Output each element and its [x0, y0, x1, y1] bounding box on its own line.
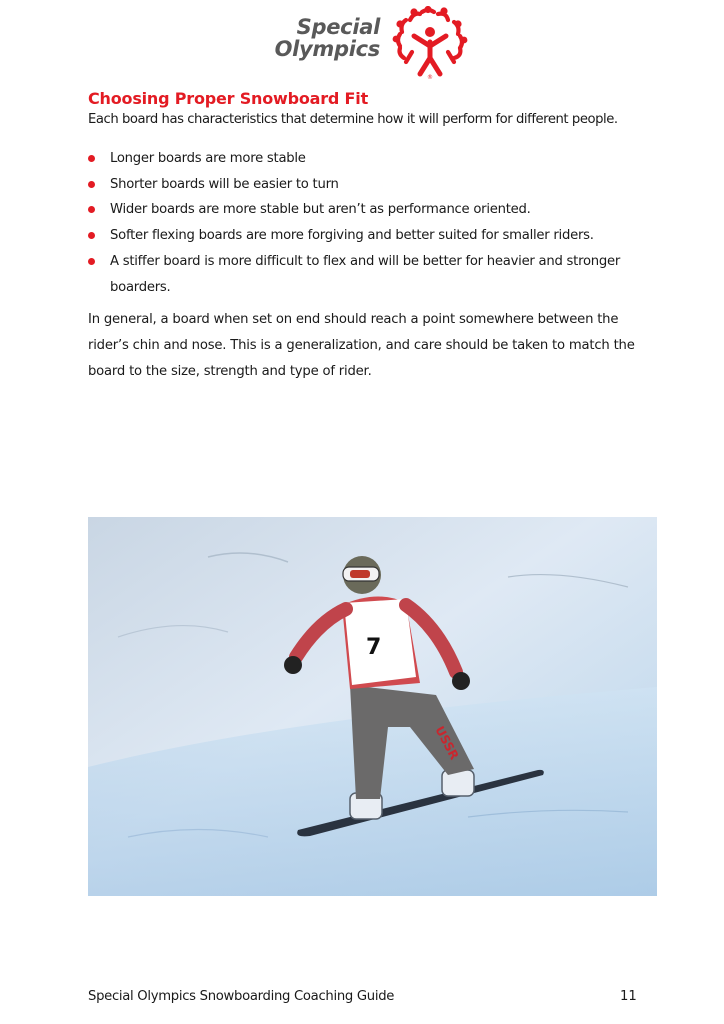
bullet-icon — [88, 232, 95, 239]
special-olympics-logo — [256, 6, 468, 80]
list-item — [88, 249, 648, 300]
footer-title: Special Olympics Snowboarding Coaching Guide — [88, 989, 395, 1004]
list-item — [88, 146, 648, 172]
page-number: 11 — [620, 989, 637, 1004]
bullet-icon — [88, 181, 95, 188]
bullet-list — [88, 146, 648, 300]
section-heading: Choosing Proper Snowboard Fit — [88, 89, 369, 108]
logo-line-1: Special — [296, 15, 380, 39]
list-item — [88, 223, 648, 249]
logo-figures-icon — [392, 6, 468, 80]
list-item-text: Shorter boards will be easier to turn — [110, 176, 339, 192]
bullet-icon — [88, 206, 95, 213]
pants-lettering: USSR — [432, 723, 462, 762]
registered-mark: ® — [427, 74, 433, 80]
list-item-text: Softer flexing boards are more forgiving and better suited for smaller riders. — [110, 228, 594, 244]
list-item-text: A stiffer board is more difficult to flex and will be better for heavier and stronger boarders. — [110, 253, 621, 295]
logo-wordmark — [256, 16, 380, 60]
list-item — [88, 197, 648, 223]
logo-line-2: Olympics — [274, 37, 380, 61]
body-paragraph: In general, a board when set on end should reach a point somewhere between the rider’s chin and nose. This is a generalization, and care should be taken to match the board to the size, strength and type of rider. — [88, 312, 635, 379]
bib-number: 7 — [366, 635, 382, 660]
snowboarder-illustration — [88, 517, 657, 896]
bullet-icon — [88, 258, 95, 265]
list-item — [88, 172, 648, 198]
snowboarder-photo — [88, 517, 657, 896]
list-item-text: Wider boards are more stable but aren’t as performance oriented. — [110, 202, 531, 218]
bullet-icon — [88, 155, 95, 162]
list-item-text: Longer boards are more stable — [110, 151, 306, 166]
intro-text: Each board has characteristics that determine how it will perform for different people. — [88, 112, 618, 127]
